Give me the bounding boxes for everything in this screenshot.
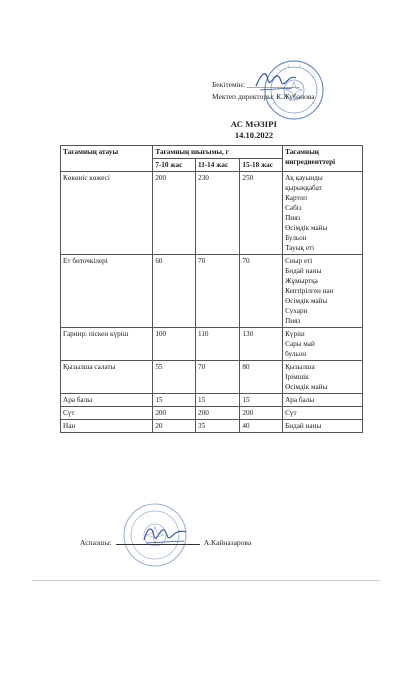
ingredient-item: Сиыр еті <box>285 257 313 265</box>
page-title: АС МӘЗІРІ <box>230 119 278 129</box>
header-age-15-18: 15-18 жас <box>240 159 283 172</box>
ingredient-item: Ара балы <box>285 396 315 404</box>
output-11-14-cell: 35 <box>196 420 240 433</box>
ingredient-item: Өсімдік майы <box>285 383 328 391</box>
output-7-10-cell: 60 <box>153 255 196 328</box>
output-15-18-cell: 80 <box>240 361 283 394</box>
ingredient-item: Пияз <box>285 214 301 222</box>
menu-table <box>60 145 363 433</box>
ingredients-cell <box>283 407 363 420</box>
output-7-10-cell: 100 <box>153 328 196 361</box>
output-11-14-cell: 200 <box>196 407 240 420</box>
output-11-14-cell: 70 <box>196 361 240 394</box>
cook-signature-icon <box>140 522 190 548</box>
ingredient-item: Өсімдік майы <box>285 297 328 305</box>
dish-name-cell: Қызылша салаты <box>61 361 153 394</box>
ingredients-cell <box>283 172 363 255</box>
table-row <box>61 172 363 255</box>
director-signature-icon <box>252 66 298 96</box>
header-ingredients: Тағамның ингредиенттері <box>283 146 363 172</box>
ingredient-item: бульон <box>285 350 307 358</box>
ingredient-item: Жұмыртқа <box>285 277 318 285</box>
ingredients-cell <box>283 328 363 361</box>
dish-name-cell: Гарнир: піскен күріш <box>61 328 153 361</box>
ingredient-item: Сухари <box>285 307 308 315</box>
director-line: Мектеп директоры: К.Жубанова <box>212 92 315 101</box>
ingredient-item: Бульон <box>285 234 307 242</box>
output-7-10-cell: 15 <box>153 394 196 407</box>
header-age-11-14: 11-14 жас <box>196 159 240 172</box>
document-heading <box>0 119 420 141</box>
output-11-14-cell: 70 <box>196 255 240 328</box>
output-11-14-cell: 110 <box>196 328 240 361</box>
header-dish-name: Тағамның атауы <box>61 146 153 172</box>
ingredient-item: Қызылша <box>285 363 315 371</box>
ingredients-cell <box>283 255 363 328</box>
ingredient-item: Сәбіз <box>285 204 302 212</box>
output-15-18-cell: 130 <box>240 328 283 361</box>
header-output: Тағамның шығымы, г <box>153 146 283 159</box>
header-age-7-10: 7-10 жас <box>153 159 196 172</box>
ingredient-item: Күріш <box>285 330 305 338</box>
output-15-18-cell: 200 <box>240 407 283 420</box>
ingredient-item: Сары май <box>285 340 315 348</box>
ingredient-item: Пияз <box>285 317 301 325</box>
cook-label: Аспазшы: <box>80 538 112 547</box>
output-7-10-cell: 200 <box>153 407 196 420</box>
output-11-14-cell: 15 <box>196 394 240 407</box>
output-15-18-cell: 250 <box>240 172 283 255</box>
approval-line: Бекітемін: ______________ <box>212 80 300 89</box>
table-row <box>61 361 363 394</box>
ingredient-item: Сүт <box>285 409 297 417</box>
output-15-18-cell: 40 <box>240 420 283 433</box>
dish-name-cell: Ет биточкілері <box>61 255 153 328</box>
table-row <box>61 420 363 433</box>
output-15-18-cell: 70 <box>240 255 283 328</box>
output-7-10-cell: 55 <box>153 361 196 394</box>
page-divider <box>32 580 380 581</box>
ingredient-item: Ақ қауынды қырыққабат <box>285 174 323 192</box>
ingredient-item: Ірімшік <box>285 373 309 381</box>
ingredient-item: Тауық еті <box>285 244 315 252</box>
ingredient-item: Картоп <box>285 194 307 202</box>
table-row <box>61 394 363 407</box>
table-row <box>61 255 363 328</box>
dish-name-cell: Ара балы <box>61 394 153 407</box>
output-7-10-cell: 200 <box>153 172 196 255</box>
dish-name-cell: Көкөніс көжесі <box>61 172 153 255</box>
ingredients-cell <box>283 394 363 407</box>
table-header-row <box>61 146 363 159</box>
menu-date: 14.10.2022 <box>234 130 274 140</box>
ingredients-cell <box>283 420 363 433</box>
output-11-14-cell: 230 <box>196 172 240 255</box>
output-7-10-cell: 20 <box>153 420 196 433</box>
ingredient-item: Кептірілген нан <box>285 287 334 295</box>
dish-name-cell: Нан <box>61 420 153 433</box>
table-row <box>61 407 363 420</box>
dish-name-cell: Сүт <box>61 407 153 420</box>
ingredient-item: Өсімдік майы <box>285 224 328 232</box>
table-row <box>61 328 363 361</box>
ingredient-item: Бидай наны <box>285 267 322 275</box>
ingredients-cell <box>283 361 363 394</box>
cook-name: А.Кайназарова <box>203 538 252 547</box>
output-15-18-cell: 15 <box>240 394 283 407</box>
ingredient-item: Бидай наны <box>285 422 322 430</box>
